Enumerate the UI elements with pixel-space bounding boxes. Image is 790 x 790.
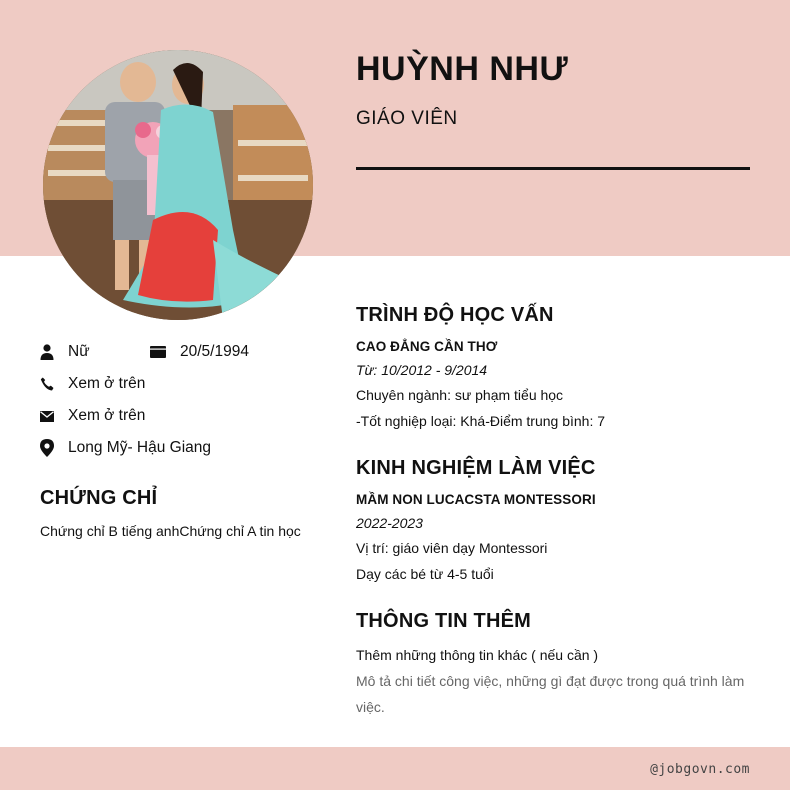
- location-icon: [40, 440, 54, 456]
- candidate-name: HUỲNH NHƯ: [356, 50, 569, 88]
- phone-row: [40, 375, 145, 393]
- title-divider: [356, 167, 750, 170]
- phone-icon: [40, 376, 54, 392]
- footer-watermark: @jobgovn.com: [650, 762, 750, 777]
- additional-line2: Mô tả chi tiết công việc, những gì đạt được trong quá trình làm việc.: [356, 673, 745, 715]
- experience-duty: Dạy các bé từ 4-5 tuổi: [356, 566, 494, 582]
- education-period: Từ: 10/2012 - 9/2014: [356, 362, 488, 378]
- candidate-role: GIÁO VIÊN: [356, 108, 458, 129]
- education-grade: -Tốt nghiệp loại: Khá-Điểm trung bình: 7: [356, 413, 606, 429]
- education-heading: TRÌNH ĐỘ HỌC VẤN: [356, 304, 554, 326]
- profile-photo: [43, 50, 313, 320]
- email-row: [40, 407, 145, 425]
- experience-position: Vị trí: giáo viên dạy Montessori: [356, 540, 548, 556]
- experience-company: MẦM NON LUCACSTA MONTESSORI: [356, 492, 596, 507]
- gender-row: [40, 343, 90, 361]
- mail-icon: [40, 408, 54, 424]
- address-row: [40, 439, 211, 457]
- education-school: CAO ĐẲNG CẦN THƠ: [356, 339, 498, 354]
- gender-value: Nữ: [68, 343, 90, 360]
- email-value: Xem ở trên: [68, 407, 146, 424]
- person-icon: [40, 344, 54, 360]
- calendar-icon: [150, 344, 166, 360]
- certificates-text: Chứng chỉ B tiếng anhChứng chỉ A tin học: [40, 523, 301, 539]
- birthdate-row: [150, 343, 249, 361]
- experience-period: 2022-2023: [356, 515, 423, 531]
- phone-value: Xem ở trên: [68, 375, 146, 392]
- experience-heading: KINH NGHIỆM LÀM VIỆC: [356, 457, 596, 479]
- additional-line1: Thêm những thông tin khác ( nếu cần ): [356, 647, 599, 663]
- birthdate-value: 20/5/1994: [180, 343, 249, 360]
- certificates-heading: CHỨNG CHỈ: [40, 487, 158, 509]
- education-major: Chuyên ngành: sư phạm tiểu học: [356, 387, 564, 403]
- additional-heading: THÔNG TIN THÊM: [356, 610, 532, 632]
- address-value: Long Mỹ- Hậu Giang: [68, 439, 212, 456]
